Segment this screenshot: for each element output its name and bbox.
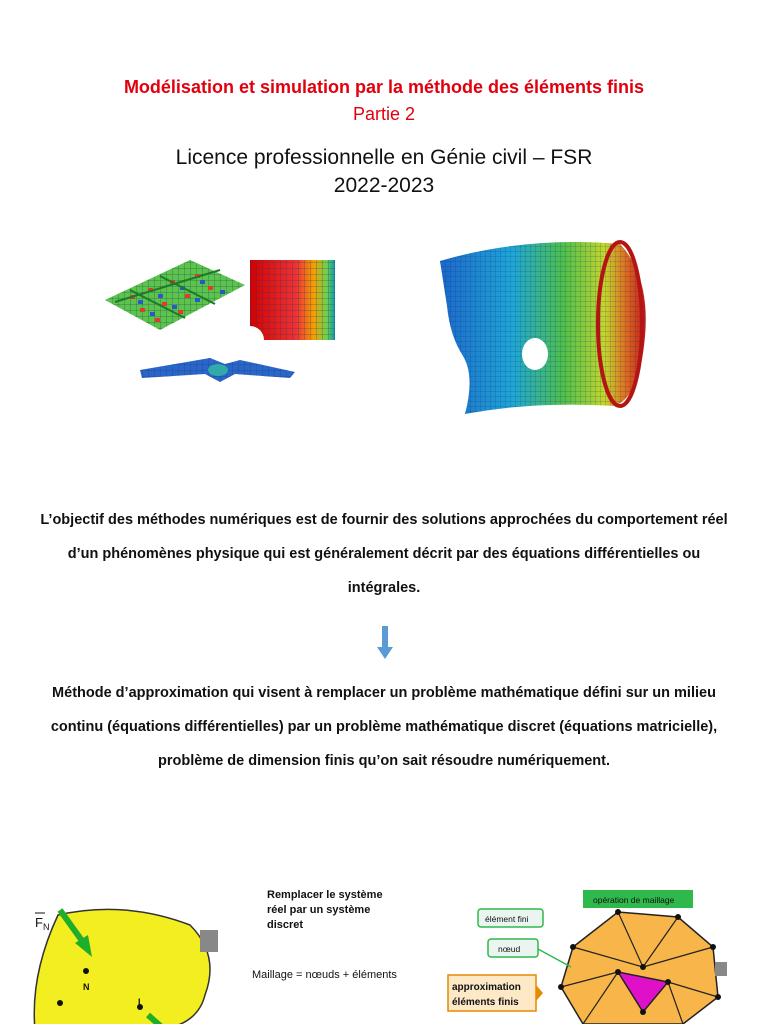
replace-line-1: Remplacer le système <box>267 889 383 901</box>
node-n-label: N <box>83 982 90 992</box>
finite-element-label: élément fini <box>485 914 529 924</box>
licence-line: Licence professionnelle en Génie civil – FSR <box>175 146 593 169</box>
replace-line-3: discret <box>267 919 304 931</box>
year-line: 2022-2023 <box>333 174 435 197</box>
approximation-line-2: éléments finis <box>452 997 519 1008</box>
intro-paragraph: L’objectif des méthodes numériques est de fournir des solutions approchées du comportement réel d’un phénomènes physique qui est généralement décrit par des équations différentielles ou intégrales. <box>40 512 728 596</box>
fe-plates-illustration <box>100 250 345 410</box>
node-label: nœud <box>498 944 521 954</box>
fe-cylinder-illustration <box>435 236 665 416</box>
replace-system-text <box>267 888 427 933</box>
replace-line-2: réel par un système <box>267 904 371 916</box>
method-paragraph: Méthode d’approximation qui visent à remplacer un problème mathématique défini sur un milieu continu (équations différentielles) par un problème mathématique discret (équations matricielle), problème de dimension finis qu’on sait résoudre numériquement. <box>50 685 718 769</box>
approximation-line-1: approximation <box>452 982 521 993</box>
title: Modélisation et simulation par la méthode des éléments finis <box>123 77 645 97</box>
node-i-label: I <box>138 997 141 1007</box>
mesh-formula: Maillage = nœuds + éléments <box>252 969 397 981</box>
meshing-figure <box>443 887 733 1024</box>
mesh-operation-label: opération de maillage <box>593 895 675 905</box>
force-label: $F_N$ <box>35 915 50 932</box>
part-subtitle: Partie 2 <box>352 104 416 124</box>
down-arrow-icon <box>377 626 393 660</box>
continuous-domain-figure <box>30 895 220 1024</box>
